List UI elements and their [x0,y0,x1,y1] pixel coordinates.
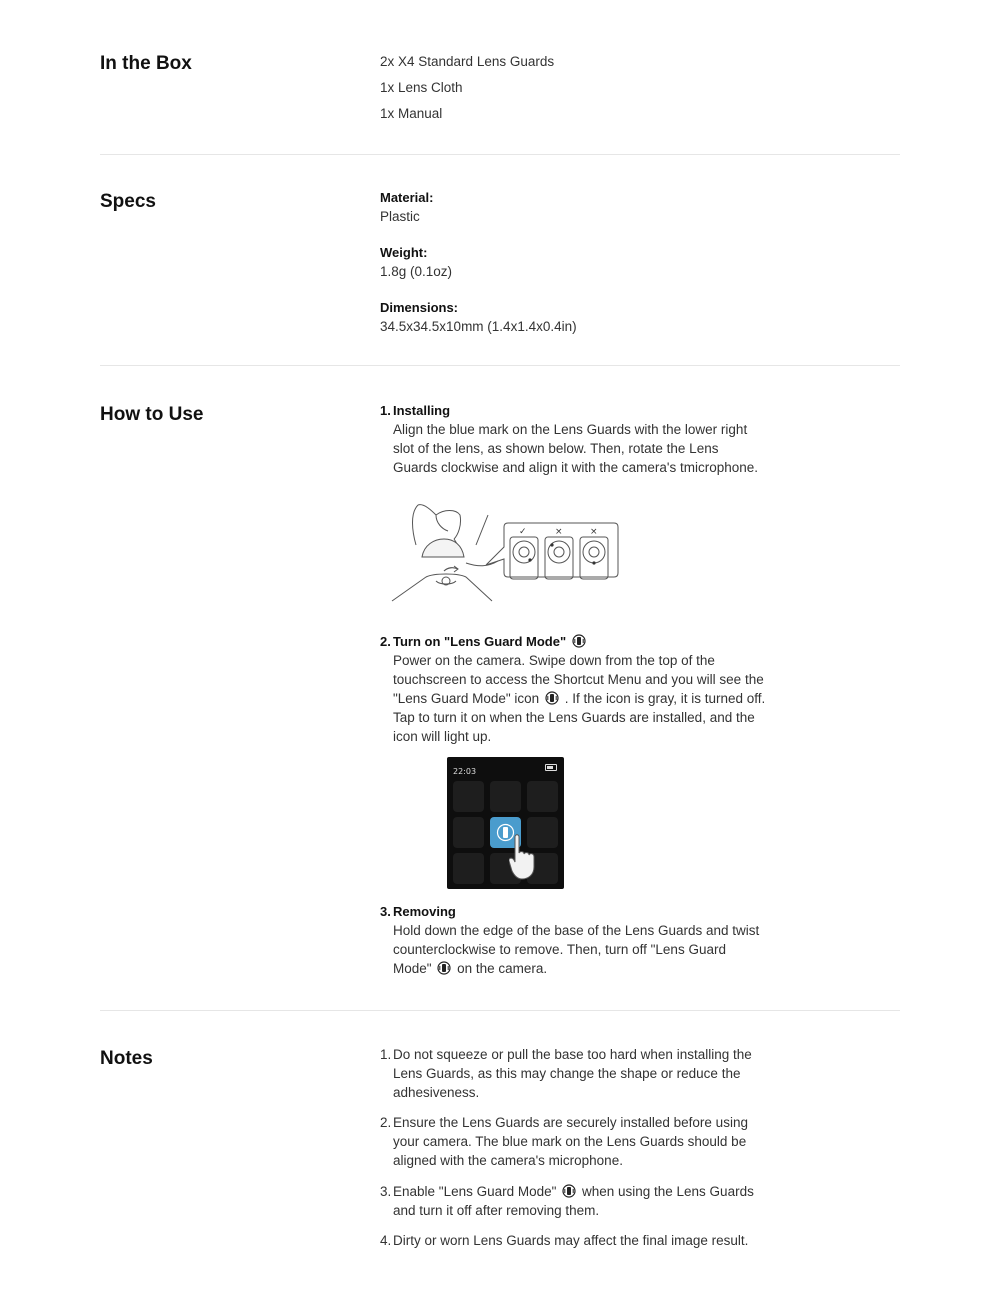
notes-section [100,1045,900,1255]
installing-illustration [388,501,623,606]
shortcut-tile [453,781,484,812]
shortcut-tile [453,853,484,884]
step-body: Align the blue mark on the Lens Guards with the lower right slot of the lens, as shown below. Then, rotate the Lens Guards clockwise and align it with the camera's tmicrophone. [393,422,758,475]
in-the-box-section [100,52,900,132]
divider [100,1010,900,1011]
cross-mark: × [555,527,563,537]
cross-mark: × [590,527,598,537]
specs-section [100,188,900,338]
phone-time: 22:03 [453,767,477,776]
how-to-use-heading: How to Use [100,404,204,425]
spec-label: Dimensions: [380,300,459,315]
step-title: 1. Installing [380,403,451,418]
camera-icon [392,574,492,601]
box-item: 1x Manual [380,106,443,121]
spec-label: Weight: [380,245,428,260]
battery-icon [545,764,557,771]
step-removing [380,902,770,978]
note-item: 1. Do not squeeze or pull the base too hard when installing the Lens Guards, as this may change the shape or reduce the adhesiveness. [380,1047,752,1100]
tap-hand-icon [509,833,549,881]
notes-list [380,1045,770,1255]
spec-value: Plastic [380,209,420,224]
box-item: 2x X4 Standard Lens Guards [380,54,555,69]
phone-screen-illustration [447,757,564,889]
lens-guard-mode-icon [437,961,451,975]
notes-heading: Notes [100,1048,153,1069]
step-title: 3. Removing [380,904,456,919]
lens-guard-mode-icon [562,1184,576,1198]
specs-heading: Specs [100,191,156,212]
note-item: 4. Dirty or worn Lens Guards may affect the final image result. [380,1233,749,1248]
spec-value: 34.5x34.5x10mm (1.4x1.4x0.4in) [380,319,577,334]
spec-label: Material: [380,190,434,205]
in-the-box-list [380,52,770,130]
step-title: 2. Turn on "Lens Guard Mode" [380,632,770,651]
shortcut-tile [527,781,558,812]
box-item: 1x Lens Cloth [380,80,463,95]
note-item: 2. Ensure the Lens Guards are securely installed before using your camera. The blue mark on the Lens Guards should be aligned with the camera's microphone. [380,1115,748,1168]
divider [100,154,900,155]
in-the-box-heading: In the Box [100,53,192,74]
check-mark: ✓ [519,527,527,537]
specs-list [380,188,770,353]
how-to-use-section [100,401,900,991]
lens-guard-mode-icon [572,634,586,648]
step-body: Power on the camera. Swipe down from the top of the touchscreen to access the Shortcut Menu and you will see the "Lens Guard Mode" icon . If the icon is gray, it is turned off. Tap to turn it on when the Lens Guards are installed, and the icon will light up. [393,653,766,744]
lens-guard-icon [422,539,464,557]
spec-value: 1.8g (0.1oz) [380,264,453,279]
shortcut-tile [453,817,484,848]
note-item: 3. Enable "Lens Guard Mode" when using the Lens Guards and turn it off after removing them. [380,1184,754,1218]
step-installing [380,401,770,477]
divider [100,365,900,366]
how-to-use-content [380,401,770,991]
lens-guard-mode-icon [545,691,559,705]
shortcut-tile [490,781,521,812]
step-body: Hold down the edge of the base of the Lens Guards and twist counterclockwise to remove. Then, turn off "Lens Guard Mode" on the camera. [393,923,760,976]
step-turn-on [380,632,770,746]
